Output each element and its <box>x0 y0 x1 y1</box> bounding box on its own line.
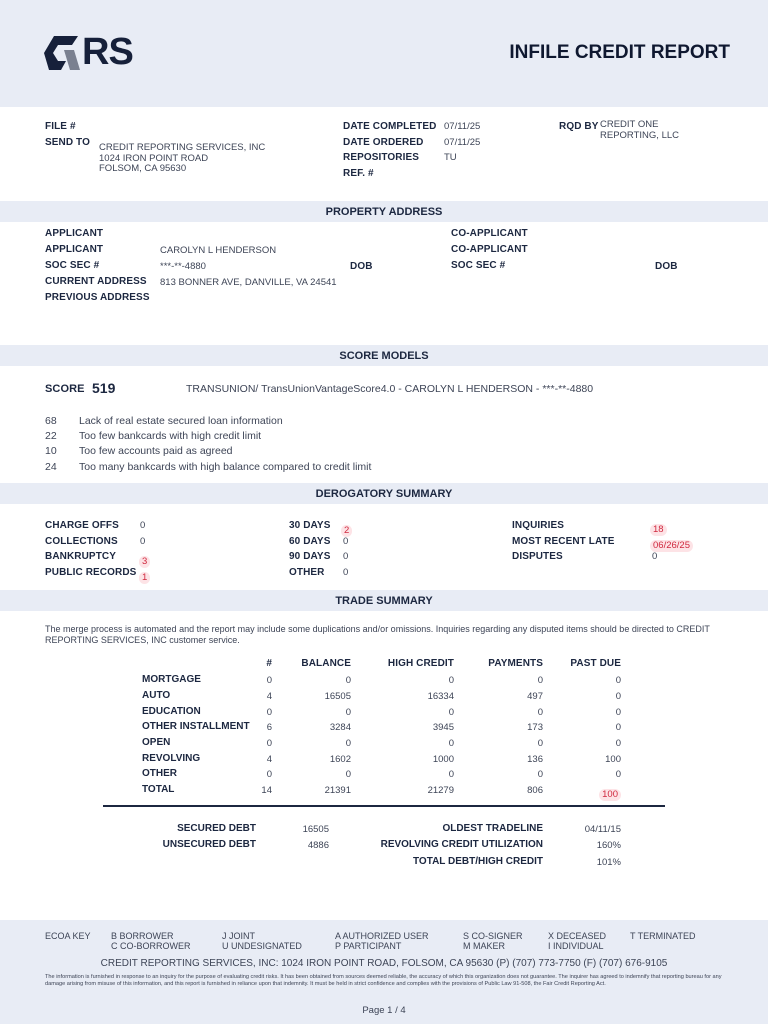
legal-disclaimer: The information is furnished in response to an inquiry for the purpose of evaluating credit risks. It has been obtained from sources deemed reliable, the accuracy of which this organization does not guarantee. The inquirer has agreed to indemnify that reporting bureau for any damage arising from misuse of this information, and this report is furnished in reliance upon that indemnity. It must be held in strict confidence and complies with the provisions of Public Law 91-508, the Fair Credit Reporting Act. <box>45 974 722 987</box>
score-models-title: SCORE MODELS <box>339 350 429 362</box>
send-to-line: CREDIT REPORTING SERVICES, INC <box>99 142 266 153</box>
rqd-by-line: CREDIT ONE <box>600 119 659 130</box>
date-ordered-value: 07/11/25 <box>444 137 481 148</box>
trade-total-count: 14 <box>261 785 272 796</box>
col-balance-header: BALANCE <box>301 658 351 669</box>
ssn-label: SOC SEC # <box>45 260 100 271</box>
trade-count: 6 <box>266 722 272 733</box>
charge-offs-value: 0 <box>140 520 146 531</box>
charge-offs-label: CHARGE OFFS <box>45 520 119 531</box>
score-label: SCORE <box>45 383 85 395</box>
applicant-label: APPLICANT <box>45 244 104 255</box>
applicant-name: CAROLYN L HENDERSON <box>160 245 277 256</box>
oldest-tradeline-label: OLDEST TRADELINE <box>442 823 543 834</box>
trade-row-label: MORTGAGE <box>142 674 201 685</box>
ecoa-key-item: S CO-SIGNER <box>463 931 523 941</box>
trade-row-label: AUTO <box>142 690 171 701</box>
collections-label: COLLECTIONS <box>45 536 118 547</box>
co-ssn-label: SOC SEC # <box>451 260 506 271</box>
trade-high-credit: 0 <box>448 738 454 749</box>
trade-total-high-credit: 21279 <box>427 785 454 796</box>
repositories-label: REPOSITORIES <box>343 152 420 163</box>
90-days-value: 0 <box>343 551 349 562</box>
trade-balance: 3284 <box>329 722 351 733</box>
applicant-heading: APPLICANT <box>45 228 104 239</box>
90-days-label: 90 DAYS <box>289 551 331 562</box>
factor-code: 10 <box>45 445 57 457</box>
trade-high-credit: 1000 <box>432 754 454 765</box>
co-dob-label: DOB <box>655 261 678 272</box>
current-address-value: 813 BONNER AVE, DANVILLE, VA 24541 <box>160 277 337 288</box>
ecoa-key-group <box>335 931 429 951</box>
trade-past-due: 0 <box>615 691 621 702</box>
public-records-label: PUBLIC RECORDS <box>45 567 137 578</box>
trade-summary-title: TRADE SUMMARY <box>335 595 433 607</box>
send-to-label: SEND TO <box>45 137 90 148</box>
trade-row-education <box>0 705 768 721</box>
trade-row-label: REVOLVING <box>142 753 201 764</box>
trade-balance: 0 <box>345 738 351 749</box>
trade-count: 0 <box>266 707 272 718</box>
trade-row-label: OTHER <box>142 768 177 779</box>
trade-row-other-installment <box>0 720 768 736</box>
page-number: Page 1 / 4 <box>362 1005 406 1016</box>
date-completed-value: 07/11/25 <box>444 121 481 132</box>
trade-past-due: 0 <box>615 675 621 686</box>
trade-payments: 0 <box>537 707 543 718</box>
crs-logo-icon <box>44 36 84 70</box>
trade-past-due: 0 <box>615 738 621 749</box>
ecoa-key-item: T TERMINATED <box>630 931 696 941</box>
debt-high-credit-label: TOTAL DEBT/HIGH CREDIT <box>413 856 543 867</box>
ref-number-label: REF. # <box>343 168 374 179</box>
trade-count: 4 <box>266 691 272 702</box>
factor-code: 22 <box>45 430 57 442</box>
date-completed-label: DATE COMPLETED <box>343 121 437 132</box>
trade-row-label: OPEN <box>142 737 171 748</box>
ssn-value: ***-**-4880 <box>160 261 206 272</box>
ecoa-key-label: ECOA KEY <box>45 931 91 941</box>
trade-row-total <box>0 783 768 799</box>
trade-payments: 497 <box>527 691 543 702</box>
30-days-value: 2 <box>341 525 352 537</box>
send-to-address <box>99 143 265 175</box>
ecoa-key-group <box>111 931 191 951</box>
trade-payments: 136 <box>527 754 543 765</box>
trade-high-credit: 0 <box>448 675 454 686</box>
trade-high-credit: 16334 <box>427 691 454 702</box>
factor-code: 68 <box>45 415 57 427</box>
ecoa-key-item: U UNDESIGNATED <box>222 941 302 951</box>
trade-high-credit: 3945 <box>432 722 454 733</box>
other-label: OTHER <box>289 567 325 578</box>
ecoa-key-item: M MAKER <box>463 941 506 951</box>
col-high-credit-header: HIGH CREDIT <box>387 658 454 669</box>
unsecured-debt-label: UNSECURED DEBT <box>162 839 256 850</box>
ecoa-key-item: P PARTICIPANT <box>335 941 402 951</box>
inquiries-label: INQUIRIES <box>512 520 565 531</box>
trade-balance: 0 <box>345 707 351 718</box>
revolving-utilization-label: REVOLVING CREDIT UTILIZATION <box>380 839 543 850</box>
trade-payments: 0 <box>537 675 543 686</box>
repositories-value: TU <box>444 152 457 163</box>
factor-code: 24 <box>45 461 57 473</box>
disputes-label: DISPUTES <box>512 551 563 562</box>
ecoa-key-group <box>463 931 523 951</box>
file-number-label: FILE # <box>45 121 76 132</box>
trade-table-divider <box>103 805 665 807</box>
send-to-line: FOLSOM, CA 95630 <box>99 163 187 174</box>
col-count-header: # <box>266 658 272 669</box>
trade-total-past-due: 100 <box>599 789 621 801</box>
trade-row-revolving <box>0 752 768 768</box>
trade-balance: 0 <box>345 769 351 780</box>
bankruptcy-label: BANKRUPTCY <box>45 551 116 562</box>
revolving-utilization-value: 160% <box>596 840 621 851</box>
factor-text: Too few accounts paid as agreed <box>79 445 233 457</box>
trade-summary-notice: The merge process is automated and the report may include some duplications and/or omissions. Inquiries regarding any disputed items should be directed to CREDIT REPORTING SERVICES, INC customer service. <box>45 624 710 645</box>
30-days-label: 30 DAYS <box>289 520 331 531</box>
rqd-by-value <box>600 120 679 141</box>
trade-past-due: 0 <box>615 707 621 718</box>
ecoa-key-group <box>548 931 606 951</box>
secured-debt-label: SECURED DEBT <box>177 823 256 834</box>
disputes-value: 0 <box>652 551 658 562</box>
collections-value: 0 <box>140 536 146 547</box>
dob-label: DOB <box>350 261 373 272</box>
property-address-title: PROPERTY ADDRESS <box>325 206 443 218</box>
ecoa-key-item: C CO-BORROWER <box>111 941 191 951</box>
trade-balance: 1602 <box>329 754 351 765</box>
date-ordered-label: DATE ORDERED <box>343 137 424 148</box>
trade-count: 0 <box>266 738 272 749</box>
score-value: 519 <box>92 380 116 396</box>
60-days-value: 0 <box>343 536 349 547</box>
inquiries-value: 18 <box>650 524 667 536</box>
co-applicant-label: CO-APPLICANT <box>451 244 528 255</box>
trade-payments: 0 <box>537 769 543 780</box>
trade-total-payments: 806 <box>527 785 543 796</box>
trade-high-credit: 0 <box>448 769 454 780</box>
col-payments-header: PAYMENTS <box>488 658 543 669</box>
ecoa-key-item: A AUTHORIZED USER <box>335 931 429 941</box>
secured-debt-value: 16505 <box>302 824 329 835</box>
trade-count: 0 <box>266 769 272 780</box>
trade-row-open <box>0 736 768 752</box>
trade-row-mortgage <box>0 673 768 689</box>
rqd-by-line: REPORTING, LLC <box>600 129 680 141</box>
col-past-due-header: PAST DUE <box>570 658 621 669</box>
trade-count: 4 <box>266 754 272 765</box>
trade-past-due: 0 <box>615 722 621 733</box>
unsecured-debt-value: 4886 <box>307 840 329 851</box>
ecoa-key-group <box>630 931 696 941</box>
bankruptcy-value: 3 <box>139 556 150 568</box>
send-to-line: 1024 IRON POINT ROAD <box>99 152 209 164</box>
factor-text: Lack of real estate secured loan information <box>79 415 283 427</box>
oldest-tradeline-value: 04/11/15 <box>584 824 621 835</box>
most-recent-late-value: 06/26/25 <box>650 540 693 552</box>
trade-balance: 0 <box>345 675 351 686</box>
rqd-by-label: RQD BY <box>559 121 599 132</box>
trade-past-due: 0 <box>615 769 621 780</box>
logo-text: RS <box>82 31 133 73</box>
ecoa-key-group <box>222 931 302 951</box>
other-value: 0 <box>343 567 349 578</box>
ecoa-key-item: B BORROWER <box>111 931 174 941</box>
trade-balance: 16505 <box>324 691 351 702</box>
most-recent-late-label: MOST RECENT LATE <box>512 536 615 547</box>
derogatory-summary-title: DEROGATORY SUMMARY <box>315 488 453 500</box>
score-model-name: TRANSUNION/ TransUnionVantageScore4.0 - CAROLYN L HENDERSON - ***-**-4880 <box>186 383 594 395</box>
ecoa-key-item: X DECEASED <box>548 931 607 941</box>
trade-payments: 0 <box>537 738 543 749</box>
factor-text: Too few bankcards with high credit limit <box>79 430 262 442</box>
trade-total-label: TOTAL <box>142 784 175 795</box>
trade-row-label: OTHER INSTALLMENT <box>142 721 250 732</box>
trade-payments: 173 <box>527 722 543 733</box>
ecoa-key-item: I INDIVIDUAL <box>548 941 604 951</box>
company-contact-line: CREDIT REPORTING SERVICES, INC: 1024 IRON POINT ROAD, FOLSOM, CA 95630 (P) (707) 773-7750 (F) (707) 676-9105 <box>100 958 668 969</box>
ecoa-key-item: J JOINT <box>222 931 255 941</box>
report-title: INFILE CREDIT REPORT <box>509 42 730 63</box>
trade-row-auto <box>0 689 768 705</box>
previous-address-label: PREVIOUS ADDRESS <box>45 292 150 303</box>
factor-text: Too many bankcards with high balance compared to credit limit <box>79 461 372 473</box>
60-days-label: 60 DAYS <box>289 536 331 547</box>
trade-row-other <box>0 767 768 783</box>
trade-past-due: 100 <box>605 754 621 765</box>
trade-high-credit: 0 <box>448 707 454 718</box>
trade-count: 0 <box>266 675 272 686</box>
trade-total-balance: 21391 <box>324 785 351 796</box>
trade-row-label: EDUCATION <box>142 706 201 717</box>
public-records-value: 1 <box>139 572 150 584</box>
debt-high-credit-value: 101% <box>596 857 621 868</box>
current-address-label: CURRENT ADDRESS <box>45 276 147 287</box>
co-applicant-heading: CO-APPLICANT <box>451 228 528 239</box>
